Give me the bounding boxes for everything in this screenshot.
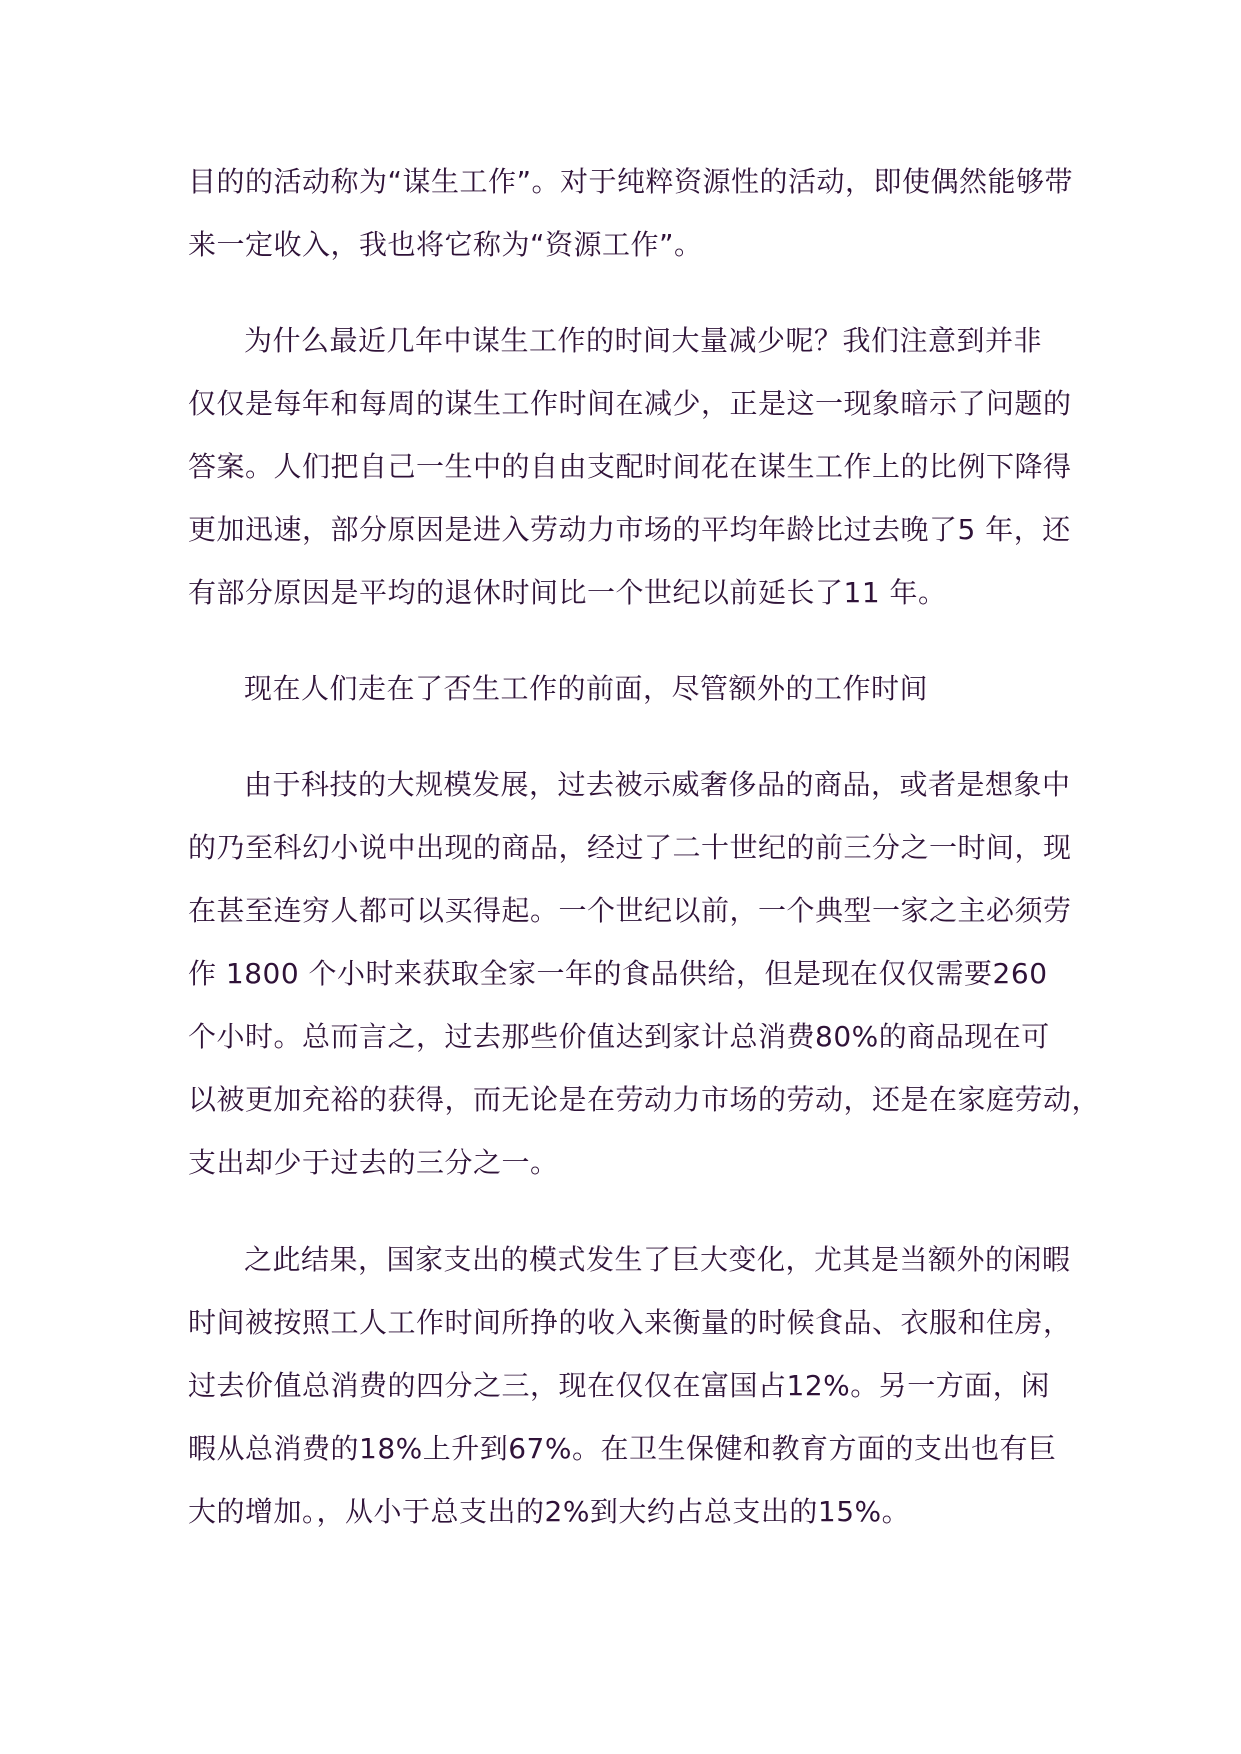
paragraph-line: 更加迅速，部分原因是进入劳动力市场的平均年龄比过去晚了5 年，还 bbox=[188, 513, 1071, 546]
paragraph-line: 大的增加。，从小于总支出的2%到大约占总支出的15%。 bbox=[188, 1495, 911, 1528]
paragraph-line: 以被更加充裕的获得，而无论是在劳动力市场的劳动，还是在家庭劳动， bbox=[188, 1083, 1101, 1116]
paragraph-line: 时间被按照工人工作时间所挣的收入来衡量的时候食品、衣服和住房， bbox=[188, 1306, 1072, 1339]
paragraph-line: 目的的活动称为“谋生工作”。对于纯粹资源性的活动，即使偶然能够带 bbox=[188, 165, 1074, 198]
paragraph-line: 在甚至连穷人都可以买得起。一个世纪以前，一个典型一家之主必须劳 bbox=[188, 894, 1072, 927]
paragraph-line: 现在人们走在了否生工作的前面，尽管额外的工作时间 bbox=[244, 672, 929, 705]
paragraph-line: 暇从总消费的18%上升到67%。在卫生保健和教育方面的支出也有巨 bbox=[188, 1432, 1057, 1465]
paragraph-line: 答案。人们把自己一生中的自由支配时间花在谋生工作上的比例下降得 bbox=[188, 450, 1072, 483]
paragraph-line: 由于科技的大规模发展，过去被示威奢侈品的商品，或者是想象中 bbox=[244, 768, 1071, 801]
paragraph-line: 为什么最近几年中谋生工作的时间大量减少呢？我们注意到并非 bbox=[244, 324, 1043, 357]
paragraph-line: 过去价值总消费的四分之三，现在仅仅在富国占12%。另一方面，闲 bbox=[188, 1369, 1050, 1402]
paragraph-line: 来一定收入，我也将它称为“资源工作”。 bbox=[188, 228, 703, 261]
paragraph-line: 支出却少于过去的三分之一。 bbox=[188, 1146, 559, 1179]
paragraph-line: 有部分原因是平均的退休时间比一个世纪以前延长了11 年。 bbox=[188, 576, 947, 609]
paragraph-line: 的乃至科幻小说中出现的商品，经过了二十世纪的前三分之一时间，现 bbox=[188, 831, 1072, 864]
paragraph-line: 仅仅是每年和每周的谋生工作时间在减少，正是这一现象暗示了问题的 bbox=[188, 387, 1072, 420]
paragraph-line: 之此结果，国家支出的模式发生了巨大变化，尤其是当额外的闲暇 bbox=[244, 1243, 1071, 1276]
paragraph-line: 作 1800 个小时来获取全家一年的食品供给，但是现在仅仅需要260 bbox=[188, 957, 1048, 990]
paragraph-line: 个小时。总而言之，过去那些价值达到家计总消费80%的商品现在可 bbox=[188, 1020, 1050, 1053]
